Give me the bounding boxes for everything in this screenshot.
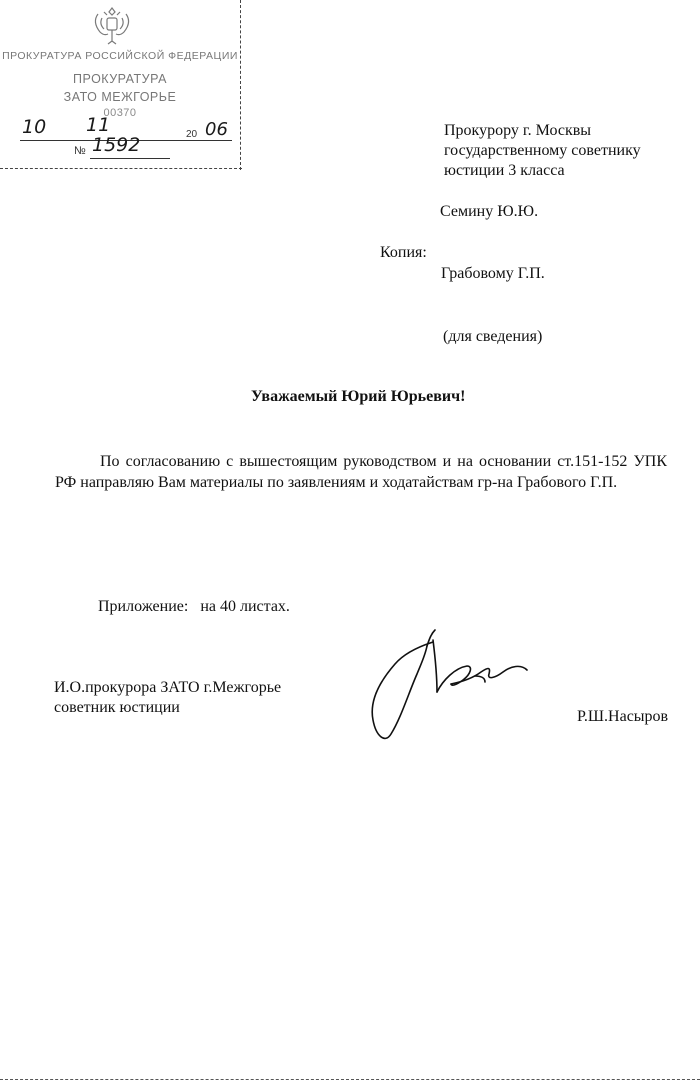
stamp-year-prefix: 20 (186, 129, 198, 140)
signatory-position-line-2: советник юстиции (54, 699, 180, 716)
stamp-line-4: 00370 (103, 107, 137, 119)
attachment-line: Приложение: на 40 листах. (98, 598, 290, 615)
copy-note: (для сведения) (443, 328, 543, 345)
stamp-line-2: ПРОКУРАТУРА (73, 72, 167, 86)
signatory-position-line-1: И.О.прокурора ЗАТО г.Межгорье (54, 679, 282, 696)
body-paragraph: По согласованию с вышестоящим руководством и на основании ст.151-152 УПК РФ направляю Вам материалы по заявлениям и ходатайствам гр-на Грабового Г.П. (55, 453, 667, 491)
addressee-line-2: государственному советнику (444, 142, 641, 159)
handwritten-signature (355, 622, 545, 750)
stamp-month: 11 (86, 114, 111, 136)
copy-recipient-name: Грабовому Г.П. (441, 265, 545, 282)
scan-edge-line (0, 1079, 700, 1080)
stamp-day: 10 (22, 116, 47, 138)
addressee-name: Семину Ю.Ю. (440, 203, 539, 220)
salutation: Уважаемый Юрий Юрьевич! (251, 388, 466, 405)
registration-stamp (0, 0, 245, 172)
stamp-line-1: ПРОКУРАТУРА РОССИЙСКОЙ ФЕДЕРАЦИИ (2, 50, 238, 62)
stamp-year-suffix: 06 (205, 119, 228, 140)
coat-of-arms-icon (88, 4, 136, 48)
stamp-line-3: ЗАТО МЕЖГОРЬЕ (63, 90, 177, 104)
addressee-line-1: Прокурору г. Москвы (444, 122, 592, 139)
stamp-border-bottom (0, 168, 242, 169)
stamp-number: 1592 (92, 134, 141, 156)
stamp-number-line (90, 158, 170, 159)
stamp-border-right (240, 0, 241, 170)
addressee-line-3: юстиции 3 класса (444, 162, 565, 179)
signatory-name: Р.Ш.Насыров (577, 708, 669, 725)
stamp-number-label: № (74, 145, 86, 157)
copy-label: Копия: (380, 244, 427, 261)
